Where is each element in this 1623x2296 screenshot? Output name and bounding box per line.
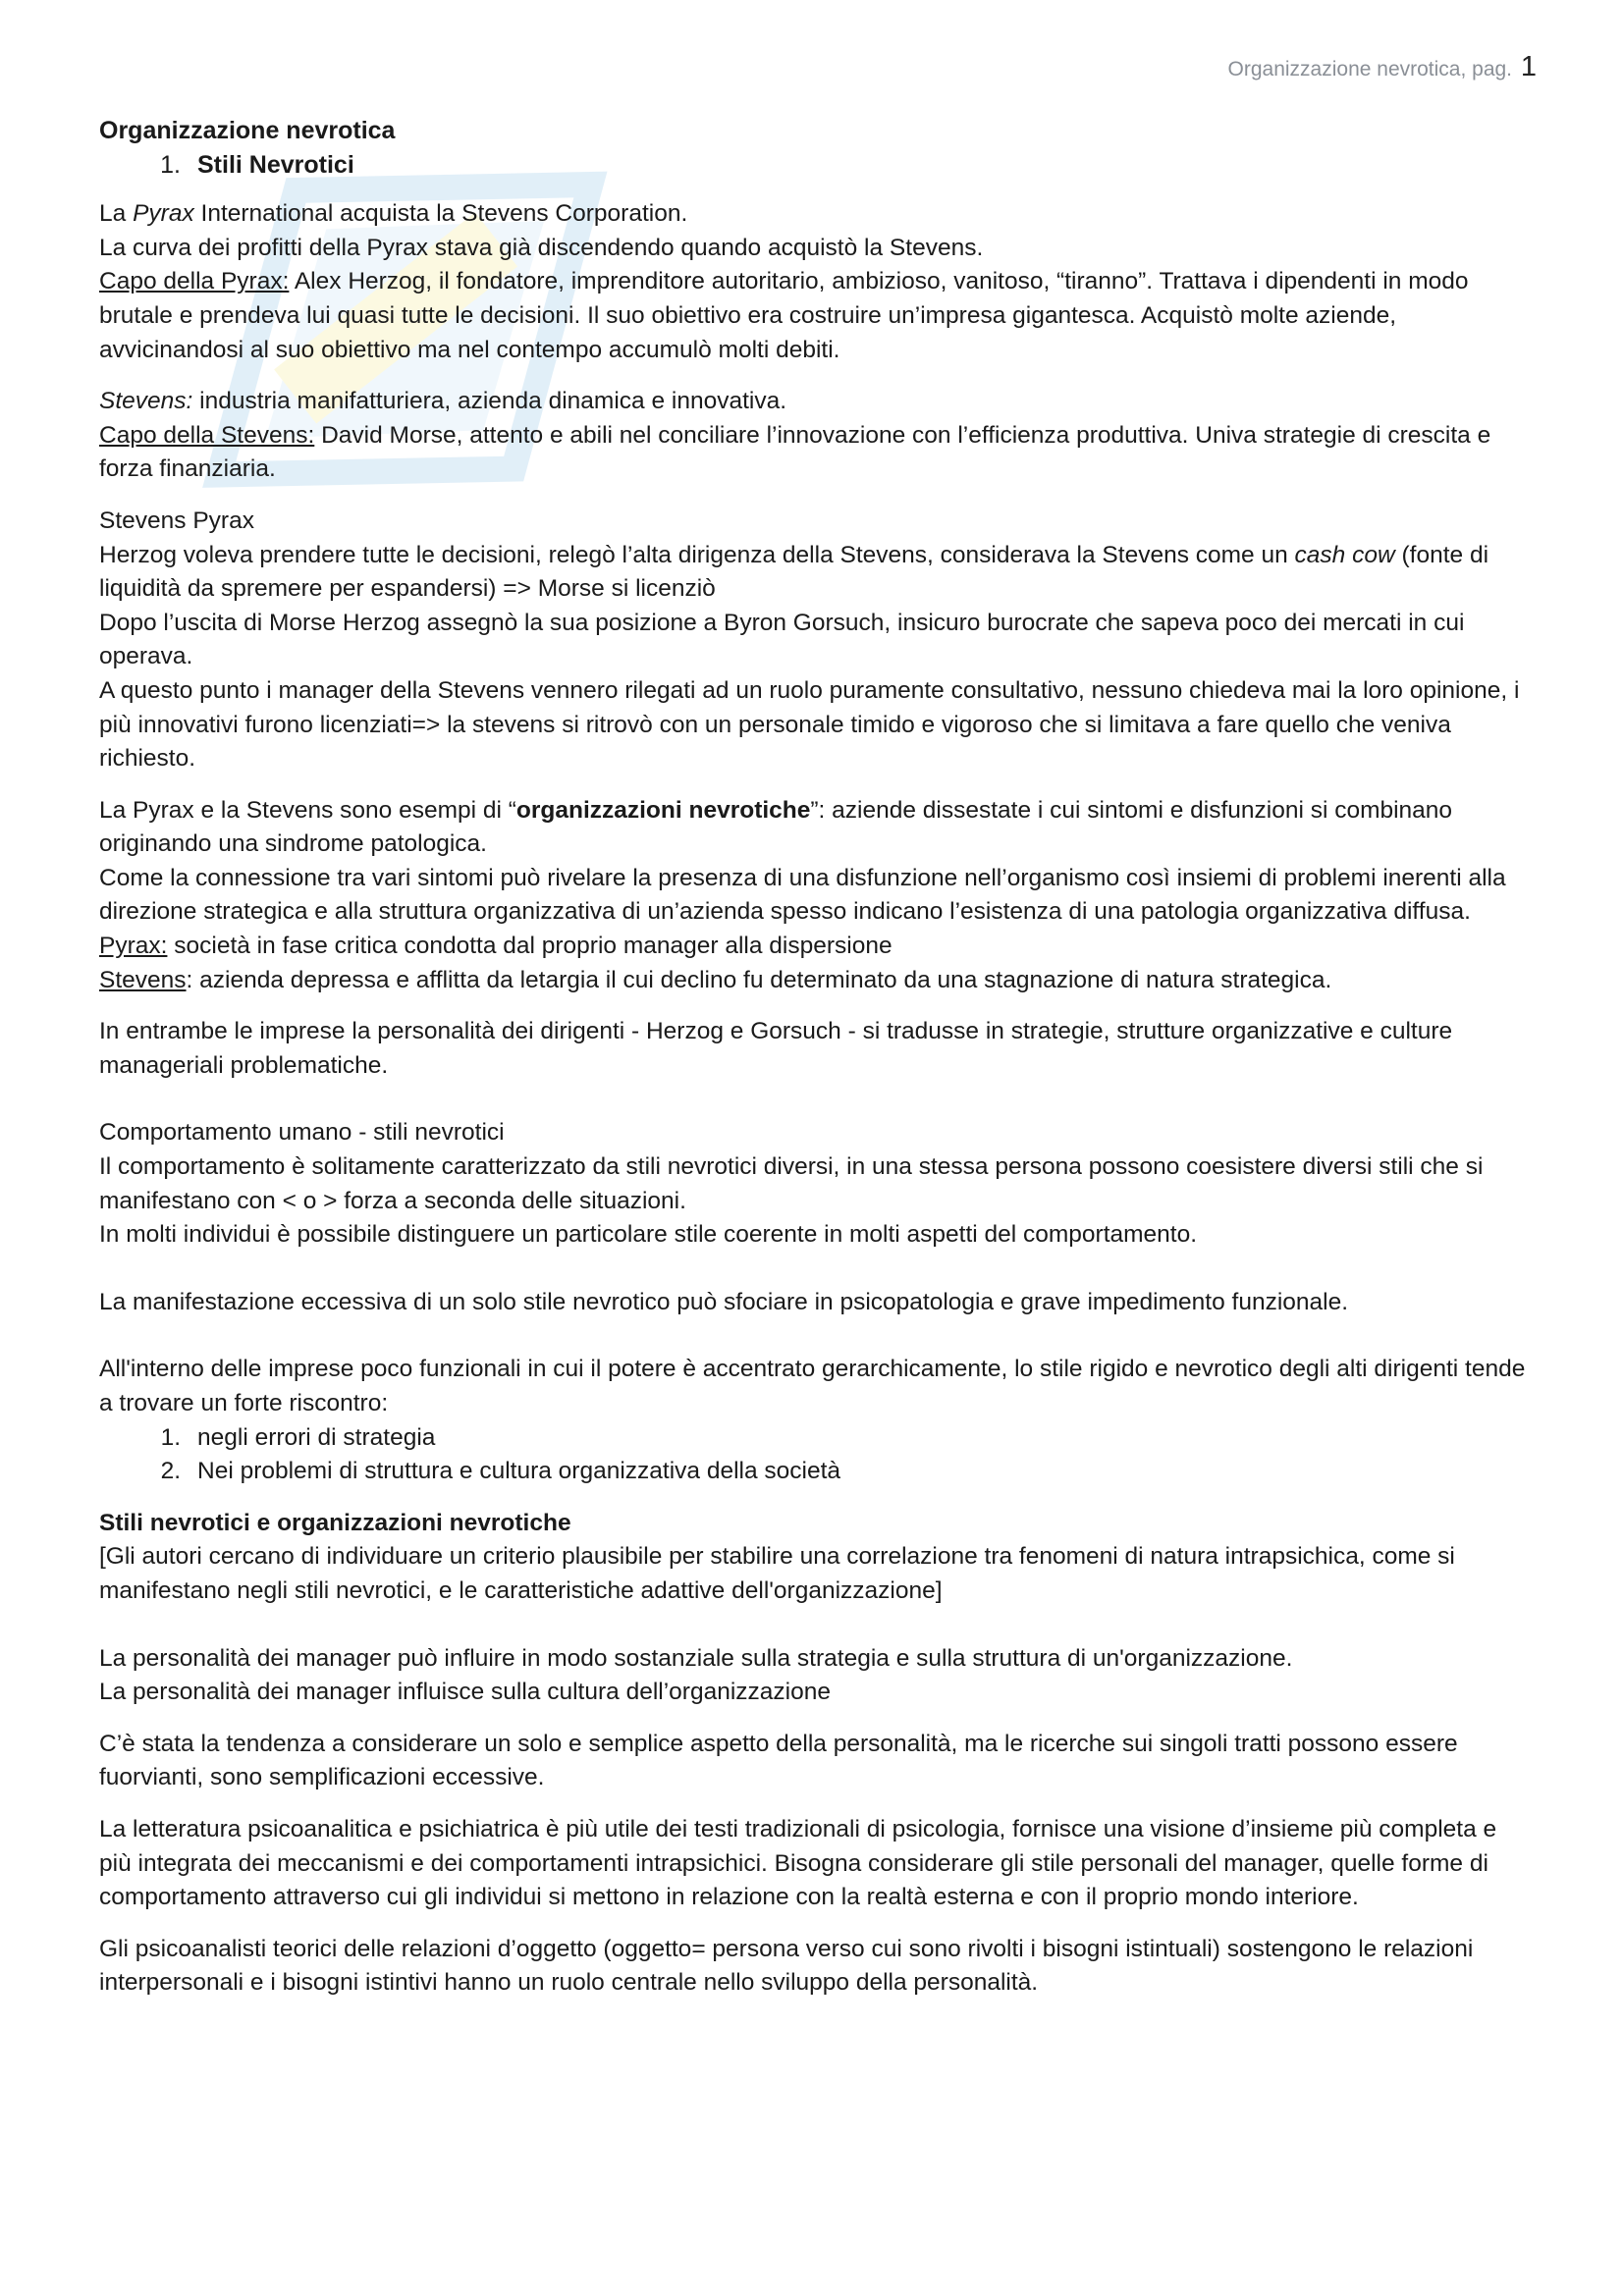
paragraph: Comportamento umano - stili nevrotici [99, 1119, 505, 1147]
paragraph: Dopo l’uscita di Morse Herzog assegnò la sua posizione a Byron Gorsuch, insicuro burocrate che sapeva poco dei mercati in cui operava. [99, 609, 1465, 670]
paragraph: Il comportamento è solitamente caratterizzato da stili nevrotici diversi, in una stessa persona possono coesistere diversi stili che si manifestano con < o > forza a seconda delle situazioni. [99, 1153, 1484, 1214]
list-item: 1. negli errori di strategia [160, 1423, 436, 1451]
paragraph: Stevens: industria manifatturiera, azienda dinamica e innovativa. [99, 388, 787, 415]
list-item: 2. Nei problemi di struttura e cultura organizzativa della società [160, 1458, 841, 1485]
paragraph: All'interno delle imprese poco funzionali in cui il potere è accentrato gerarchicamente, lo stile rigido e nevrotico degli alti dirigenti tende a trovare un forte riscontro: [99, 1356, 1526, 1416]
paragraph: In entrambe le imprese la personalità dei dirigenti - Herzog e Gorsuch - si tradusse in strategie, strutture organizzative e culture manageriali problematiche. [99, 1018, 1453, 1079]
paragraph: La Pyrax International acquista la Stevens Corporation. [99, 200, 688, 228]
paragraph: La letteratura psicoanalitica e psichiatrica è più utile dei testi tradizionali di psicologia, fornisce una visione d’insieme più completa e più integrata dei meccanismi e dei comportamenti intrapsichici. Bisogna considerare gli stile personali del manager, quelle forme di comportamento attraverso cui gli individui si mettono in relazione con la realtà esterna e con il proprio mondo interiore. [99, 1815, 1497, 1911]
paragraph: A questo punto i manager della Stevens vennero rilegati ad un ruolo puramente consultativo, nessuno chiedeva mai la loro opinione, i più innovativi furono licenziati=> la stevens si ritrovò con un personale timido e vigoroso che si limitava a fare quello che veniva richiesto. [99, 676, 1520, 773]
section-heading [99, 148, 1535, 183]
section-number: 1. [160, 150, 181, 179]
paragraph: Capo della Pyrax: Alex Herzog, il fondatore, imprenditore autoritario, ambizioso, vanitoso, “tiranno”. Trattava i dipendenti in modo brutale e prendeva lui quasi tutte le decisioni. Il suo obiettivo era costruire un’impresa gigantesca. Acquistò molte aziende, avvicinandosi al suo obiettivo ma nel contempo accumulò molti debiti. [99, 268, 1469, 363]
paragraph: La Pyrax e la Stevens sono esempi di “organizzazioni nevrotiche”: aziende dissestate i cui sintomi e disfunzioni si combinano originando una sindrome patologica. [99, 796, 1453, 858]
page-header [1228, 51, 1537, 83]
document-title: Organizzazione nevrotica [99, 117, 396, 144]
paragraph: Stevens Pyrax [99, 507, 254, 534]
header-text: Organizzazione nevrotica, pag. [1227, 58, 1513, 80]
paragraph: Herzog voleva prendere tutte le decisioni, relegò l’alta dirigenza della Stevens, considerava la Stevens come un cash cow (fonte di liquidità da spremere per espandersi) => Morse si licenziò [99, 541, 1489, 603]
paragraph: Pyrax: società in fase critica condotta dal proprio manager alla dispersione [99, 933, 893, 960]
section-label: Stili Nevrotici [197, 150, 354, 179]
paragraph: Come la connessione tra vari sintomi può rivelare la presenza di una disfunzione nell’organismo così insiemi di problemi inerenti alla direzione strategica e alla struttura organizzativa di un’azienda spesso indicano l’esistenza di una patologia organizzativa diffusa. [99, 864, 1506, 926]
paragraph: [Gli autori cercano di individuare un criterio plausibile per stabilire una correlazione tra fenomeni di natura intrapsichica, come si manifestano negli stili nevrotici, e le caratteristiche adattive dell'organizzazione] [99, 1543, 1455, 1604]
document-body [99, 114, 1535, 2001]
paragraph: Capo della Stevens: David Morse, attento e abili nel conciliare l’innovazione con l’efficienza produttiva. Univa strategie di crescita e forza finanziaria. [99, 421, 1491, 483]
paragraph: In molti individui è possibile distinguere un particolare stile coerente in molti aspetti del comportamento. [99, 1221, 1198, 1249]
paragraph: Gli psicoanalisti teorici delle relazioni d’oggetto (oggetto= persona verso cui sono rivolti i bisogni istintuali) sostengono le relazioni interpersonali e i bisogni istintivi hanno un ruolo centrale nello sviluppo della personalità. [99, 1935, 1474, 1997]
paragraph: La personalità dei manager influisce sulla cultura dell’organizzazione [99, 1679, 831, 1706]
paragraph: La curva dei profitti della Pyrax stava già discendendo quando acquistò la Stevens. [99, 234, 984, 261]
paragraph: C’è stata la tendenza a considerare un solo e semplice aspetto della personalità, ma le ricerche sui singoli tratti possono essere fuorvianti, sono semplificazioni eccessive. [99, 1730, 1458, 1791]
subheading: Stili nevrotici e organizzazioni nevrotiche [99, 1509, 571, 1536]
numbered-list [99, 1421, 1535, 1489]
paragraph: Stevens: azienda depressa e afflitta da letargia il cui declino fu determinato da una stagnazione di natura strategica. [99, 966, 1332, 993]
paragraph: La manifestazione eccessiva di un solo stile nevrotico può sfociare in psicopatologia e grave impedimento funzionale. [99, 1288, 1349, 1315]
paragraph: La personalità dei manager può influire in modo sostanziale sulla strategia e sulla struttura di un'organizzazione. [99, 1644, 1293, 1672]
page-number: 1 [1520, 51, 1537, 82]
